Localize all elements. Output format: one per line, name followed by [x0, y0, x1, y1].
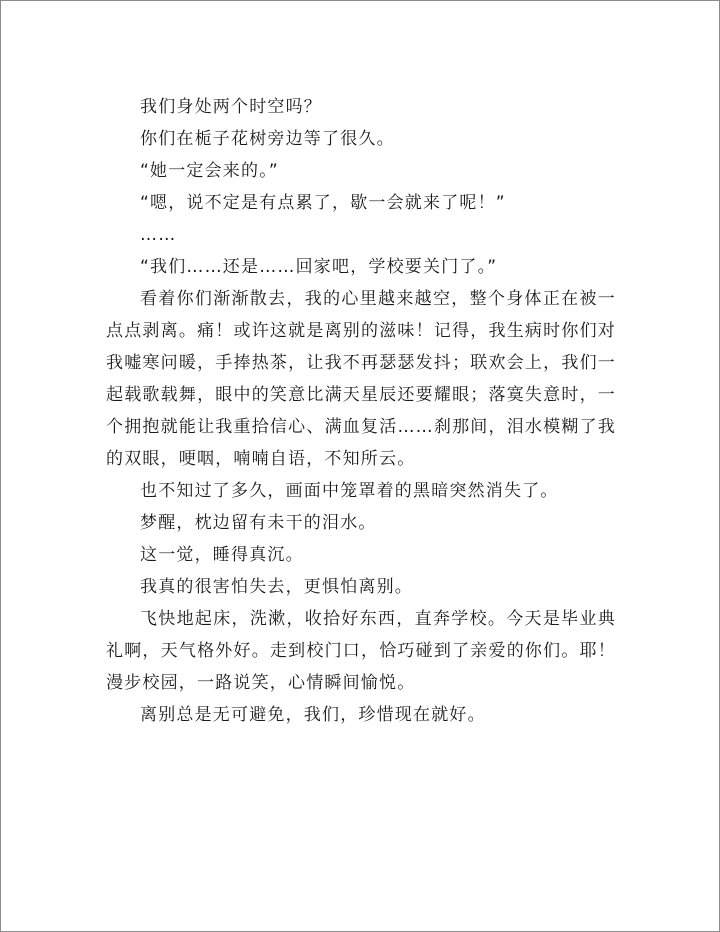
paragraph: 这一觉，睡得真沉。 [140, 545, 304, 565]
paragraph: 离别总是无可避免，我们，珍惜现在就好。 [140, 705, 486, 725]
paragraph: 也不知过了多久，画面中笼罩着的黑暗突然消失了。 [140, 481, 559, 501]
paragraph: “嗯，说不定是有点累了，歇一会就来了呢！” [140, 193, 506, 213]
paragraph: 我真的很害怕失去，更惧怕离别。 [140, 577, 413, 597]
paragraph: “我们……还是……回家吧，学校要关门了。” [140, 257, 498, 277]
paragraph: 看着你们渐渐散去，我的心里越来越空，整个身体正在被一点点剥离。痛！或许这就是离别的滋味！记得，我生病时你们对我嘘寒问暖，手捧热茶，让我不再瑟瑟发抖；联欢会上，我们一起载歌载舞，眼中的笑意比满天星辰还要耀眼；落寞失意时，一个拥抱就能让我重拾信心、满血复活……刹那间，泪水模糊了我的双眼，哽咽，喃喃自语，不知所云。 [106, 289, 616, 469]
paragraph: 飞快地起床，洗漱，收拾好东西，直奔学校。今天是毕业典礼啊，天气格外好。走到校门口，恰巧碰到了亲爱的你们。耶！漫步校园，一路说笑，心情瞬间愉悦。 [106, 609, 616, 693]
document-body [106, 91, 616, 731]
paragraph: 梦醒，枕边留有未干的泪水。 [140, 513, 377, 533]
paragraph: …… [140, 225, 177, 245]
paragraph: 我们身处两个时空吗？ [140, 97, 322, 117]
paragraph: 你们在栀子花树旁边等了很久。 [140, 129, 395, 149]
paragraph: “她一定会来的。” [140, 161, 279, 181]
